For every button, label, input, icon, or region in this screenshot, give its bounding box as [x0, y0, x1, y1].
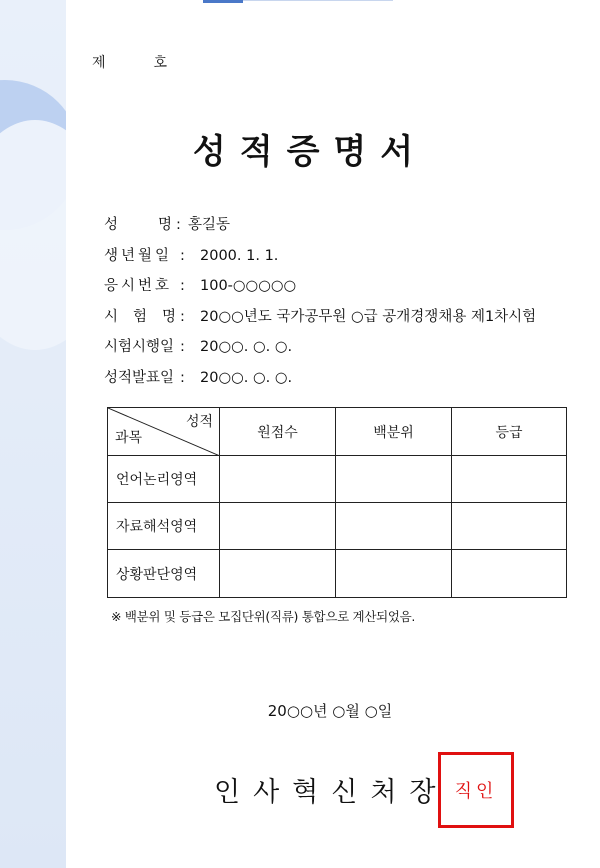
table-row: [108, 456, 567, 503]
top-accent-bar: [203, 0, 243, 3]
info-label-char: 시: [104, 308, 119, 325]
document-title: 성적증명서: [192, 132, 428, 172]
info-label: 시험시행일: [104, 339, 175, 355]
document-number-label-right: 호: [153, 55, 168, 71]
score-cell: [336, 550, 452, 598]
info-colon: :: [180, 247, 185, 264]
score-cell: [220, 456, 336, 503]
column-header-grade: 등급: [452, 408, 567, 456]
info-value: 2000. 1. 1.: [200, 247, 279, 264]
info-value: 20○○. ○. ○.: [200, 369, 293, 386]
info-colon: :: [180, 369, 185, 386]
info-value: 홍길동: [188, 217, 231, 233]
score-cell: [336, 503, 452, 550]
score-cell: [452, 456, 567, 503]
info-colon: :: [180, 278, 185, 294]
info-label: [104, 306, 176, 328]
table-row: [108, 503, 567, 550]
table-header-row: [108, 408, 567, 456]
score-cell: [452, 503, 567, 550]
score-cell: [452, 550, 567, 598]
info-label: 응시번호: [104, 278, 173, 294]
column-header-percentile: 백분위: [336, 408, 452, 456]
diagonal-header-bottom: 과목: [115, 430, 143, 446]
official-seal: [438, 752, 514, 828]
score-table: [107, 407, 567, 598]
subject-cell: 자료해석영역: [108, 503, 220, 550]
info-label: 생년월일: [104, 247, 173, 264]
issue-date: 20○○년 ○월 ○일: [267, 702, 393, 720]
info-value: 20○○년도 국가공무원 ○급 공개경쟁채용 제1차시험: [200, 308, 537, 325]
top-accent-line: [243, 0, 393, 1]
calculation-note: ※ 백분위 및 등급은 모집단위(직류) 통합으로 계산되었음.: [111, 609, 416, 624]
info-value: 100-○○○○○: [200, 278, 297, 294]
subject-cell: 언어논리영역: [108, 456, 220, 503]
document-number-line: [92, 52, 167, 72]
info-label: 성적발표일: [104, 369, 175, 386]
info-label-char: 명: [161, 308, 176, 325]
subject-cell: 상황판단영역: [108, 550, 220, 598]
info-colon: :: [180, 339, 185, 355]
info-label: [104, 214, 176, 236]
diagonal-header-cell: [108, 408, 220, 456]
score-cell: [336, 456, 452, 503]
document-number-label-left: 제: [92, 55, 106, 71]
info-label-char: 험: [132, 308, 147, 325]
issuer-name: 인사혁신처장: [214, 777, 449, 808]
info-label-char: 성: [104, 217, 119, 233]
seal-text: 직인: [454, 781, 498, 802]
score-cell: [220, 550, 336, 598]
info-colon: :: [176, 217, 181, 233]
info-label-char: 명: [157, 217, 172, 233]
score-cell: [220, 503, 336, 550]
diagonal-header-top: 성적: [185, 414, 213, 430]
column-header-raw-score: 원점수: [220, 408, 336, 456]
info-colon: :: [180, 308, 185, 325]
info-value: 20○○. ○. ○.: [200, 339, 293, 355]
table-row: [108, 550, 567, 598]
